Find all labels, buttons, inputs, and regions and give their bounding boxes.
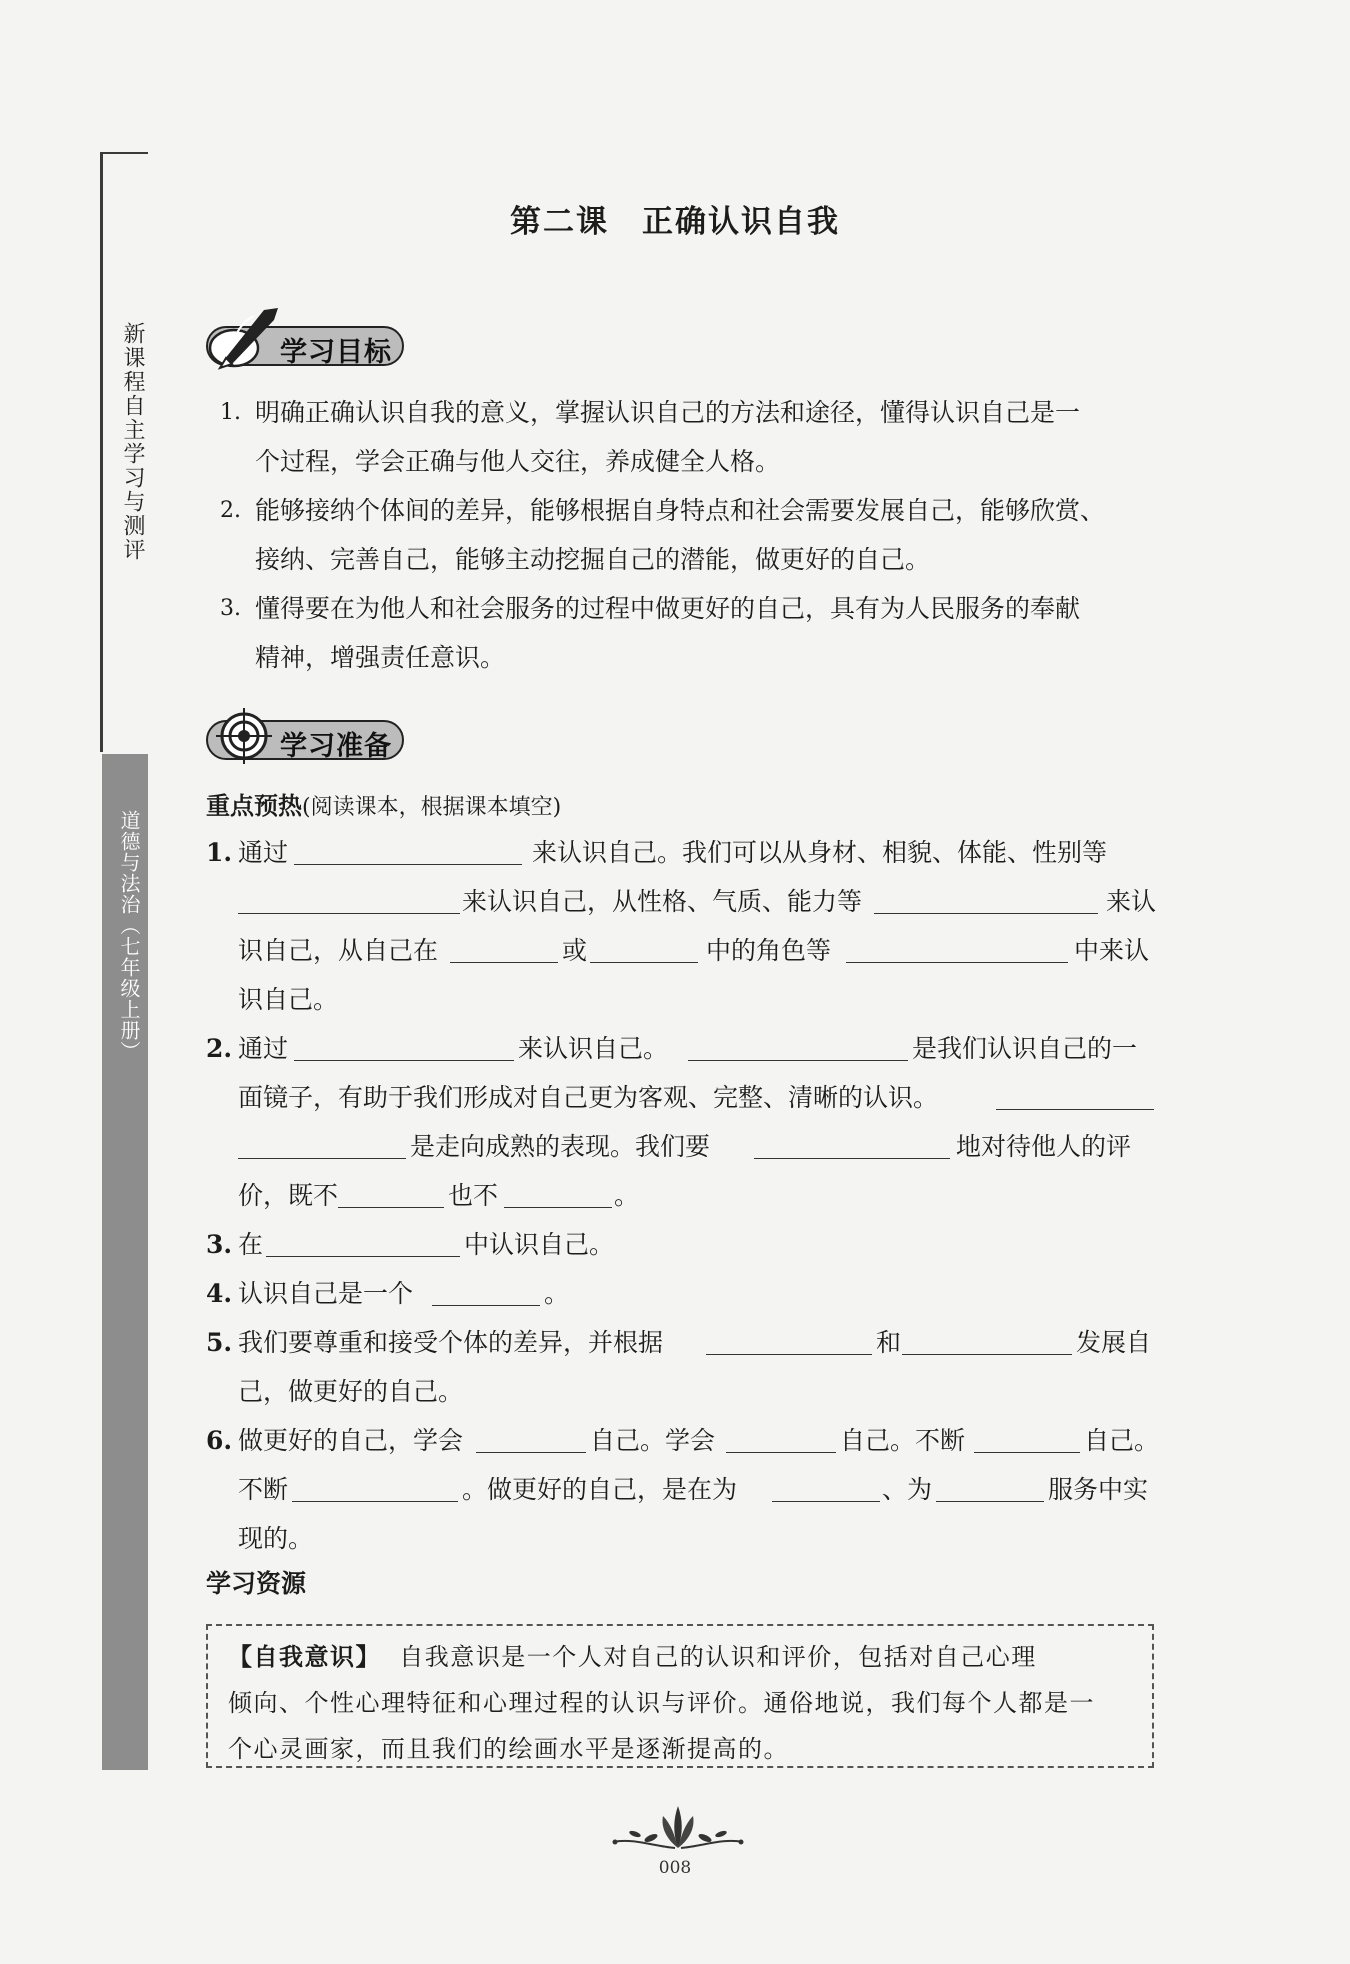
answer-blank[interactable] xyxy=(726,1452,836,1453)
question-text: 自己。学会 xyxy=(590,1426,716,1455)
question-text: 中认识自己。 xyxy=(464,1230,615,1259)
resource-line: 倾向、个性心理特征和心理过程的认识与评价。通俗地说，我们每个人都是一 xyxy=(228,1689,1095,1717)
question-text: 来认识自己。我们可以从身材、相貌、体能、性别等 xyxy=(532,838,1108,867)
answer-blank[interactable] xyxy=(504,1207,612,1208)
question-text: 通过 xyxy=(238,1034,289,1063)
answer-blank[interactable] xyxy=(294,864,522,865)
answer-blank[interactable] xyxy=(996,1109,1154,1110)
answer-blank[interactable] xyxy=(846,962,1068,963)
objectives-label: 学习目标 xyxy=(280,337,392,368)
question-2 xyxy=(206,1024,1171,1220)
objective-text: 精神，增强责任意识。 xyxy=(255,643,506,672)
question-6 xyxy=(206,1416,1171,1563)
side-top-rule xyxy=(100,152,148,154)
question-text: 发展自 xyxy=(1076,1328,1152,1357)
resource-box xyxy=(206,1624,1154,1768)
resource-text xyxy=(228,1634,1138,1772)
question-text: 现的。 xyxy=(238,1524,314,1553)
objective-text: 懂得要在为他人和社会服务的过程中做更好的自己，具有为人民服务的奉献 xyxy=(255,594,1081,623)
answer-blank[interactable] xyxy=(238,913,460,914)
question-number: 4. xyxy=(206,1279,233,1308)
resource-line: 自我意识是一个人对自己的认识和评价，包括对自己心理 xyxy=(399,1643,1037,1671)
question-text: 是我们认识自己的一 xyxy=(912,1034,1138,1063)
objective-text: 接纳、完善自己，能够主动挖掘自己的潜能，做更好的自己。 xyxy=(255,545,931,574)
preparation-badge xyxy=(206,720,404,760)
question-text: 来认 xyxy=(1106,887,1157,916)
question-text: 通过 xyxy=(238,838,289,867)
answer-blank[interactable] xyxy=(292,1501,458,1502)
answer-blank[interactable] xyxy=(874,913,1098,914)
objective-number: 1. xyxy=(220,400,241,425)
answer-blank[interactable] xyxy=(936,1501,1044,1502)
pen-icon xyxy=(202,302,284,372)
target-icon xyxy=(214,706,286,778)
page-number: 008 xyxy=(658,1858,692,1878)
question-text: 自己。 xyxy=(1084,1426,1160,1455)
answer-blank[interactable] xyxy=(266,1256,460,1257)
question-text: 或 xyxy=(562,936,588,965)
question-text: 识自己。 xyxy=(238,985,339,1014)
question-text: 。做更好的自己，是在为 xyxy=(462,1475,738,1504)
question-text: 认识自己是一个 xyxy=(238,1279,414,1308)
question-text: 也不 xyxy=(448,1181,499,1210)
side-rule xyxy=(100,152,103,752)
resource-line: 个心灵画家，而且我们的绘画水平是逐渐提高的。 xyxy=(228,1735,789,1763)
resource-tag: 【自我意识】 xyxy=(228,1643,381,1671)
question-text: 中的角色等 xyxy=(706,936,832,965)
objective-item xyxy=(220,388,1170,486)
answer-blank[interactable] xyxy=(902,1354,1072,1355)
question-3 xyxy=(206,1220,1171,1269)
series-title: 新课程自主学习与测评 xyxy=(120,322,145,562)
question-text: 自己。不断 xyxy=(840,1426,966,1455)
answer-blank[interactable] xyxy=(974,1452,1080,1453)
answer-blank[interactable] xyxy=(338,1207,444,1208)
question-4 xyxy=(206,1269,1171,1318)
objectives-badge xyxy=(206,326,404,366)
objective-text: 个过程，学会正确与他人交往，养成健全人格。 xyxy=(255,447,781,476)
question-1 xyxy=(206,828,1171,1024)
question-text: 是走向成熟的表现。我们要 xyxy=(410,1132,711,1161)
question-number: 1. xyxy=(206,838,233,867)
objective-text: 明确正确认识自我的意义，掌握认识自己的方法和途径，懂得认识自己是一 xyxy=(255,398,1081,427)
question-text: 、为 xyxy=(882,1475,933,1504)
question-number: 3. xyxy=(206,1230,233,1259)
preview-heading xyxy=(206,786,561,821)
question-number: 6. xyxy=(206,1426,233,1455)
answer-blank[interactable] xyxy=(706,1354,872,1355)
floral-ornament-icon xyxy=(603,1798,753,1856)
question-text: 价，既不 xyxy=(238,1181,339,1210)
question-text: 识自己，从自己在 xyxy=(238,936,439,965)
subject-label: 道德与法治（七年级上册） xyxy=(117,810,141,1062)
resources-heading: 学习资源 xyxy=(206,1569,307,1598)
question-text: 来认识自己，从性格、气质、能力等 xyxy=(462,887,863,916)
question-text: 做更好的自己，学会 xyxy=(238,1426,464,1455)
question-text: 。 xyxy=(544,1279,570,1308)
question-text: 来认识自己。 xyxy=(518,1034,669,1063)
answer-blank[interactable] xyxy=(294,1060,514,1061)
answer-blank[interactable] xyxy=(754,1158,950,1159)
objective-text: 能够接纳个体间的差异，能够根据自身特点和社会需要发展自己，能够欣赏、 xyxy=(255,496,1106,525)
answer-blank[interactable] xyxy=(432,1305,540,1306)
preview-heading-note: (阅读课本，根据课本填空) xyxy=(302,795,562,820)
question-text: 不断 xyxy=(238,1475,289,1504)
answer-blank[interactable] xyxy=(476,1452,586,1453)
answer-blank[interactable] xyxy=(238,1158,406,1159)
question-text: 我们要尊重和接受个体的差异，并根据 xyxy=(238,1328,664,1357)
answer-blank[interactable] xyxy=(450,962,558,963)
question-text: 面镜子，有助于我们形成对自己更为客观、完整、清晰的认识。 xyxy=(238,1083,939,1112)
question-text: 中来认 xyxy=(1074,936,1150,965)
question-5 xyxy=(206,1318,1171,1416)
question-text: 和 xyxy=(876,1328,902,1357)
objective-item xyxy=(220,584,1170,682)
question-number: 5. xyxy=(206,1328,233,1357)
question-text: 。 xyxy=(614,1181,640,1210)
question-text: 在 xyxy=(238,1230,264,1259)
answer-blank[interactable] xyxy=(688,1060,908,1061)
question-text: 地对待他人的评 xyxy=(956,1132,1132,1161)
answer-blank[interactable] xyxy=(590,962,698,963)
preparation-label: 学习准备 xyxy=(280,731,392,762)
preview-heading-text: 重点预热 xyxy=(206,792,302,820)
answer-blank[interactable] xyxy=(772,1501,880,1502)
objective-number: 3. xyxy=(220,596,241,621)
objective-number: 2. xyxy=(220,498,241,523)
lesson-title: 第二课 正确认识自我 xyxy=(510,204,840,240)
question-number: 2. xyxy=(206,1034,233,1063)
question-text: 己，做更好的自己。 xyxy=(238,1377,464,1406)
question-text: 服务中实 xyxy=(1048,1475,1149,1504)
objectives-list xyxy=(220,388,1170,682)
objective-item xyxy=(220,486,1170,584)
